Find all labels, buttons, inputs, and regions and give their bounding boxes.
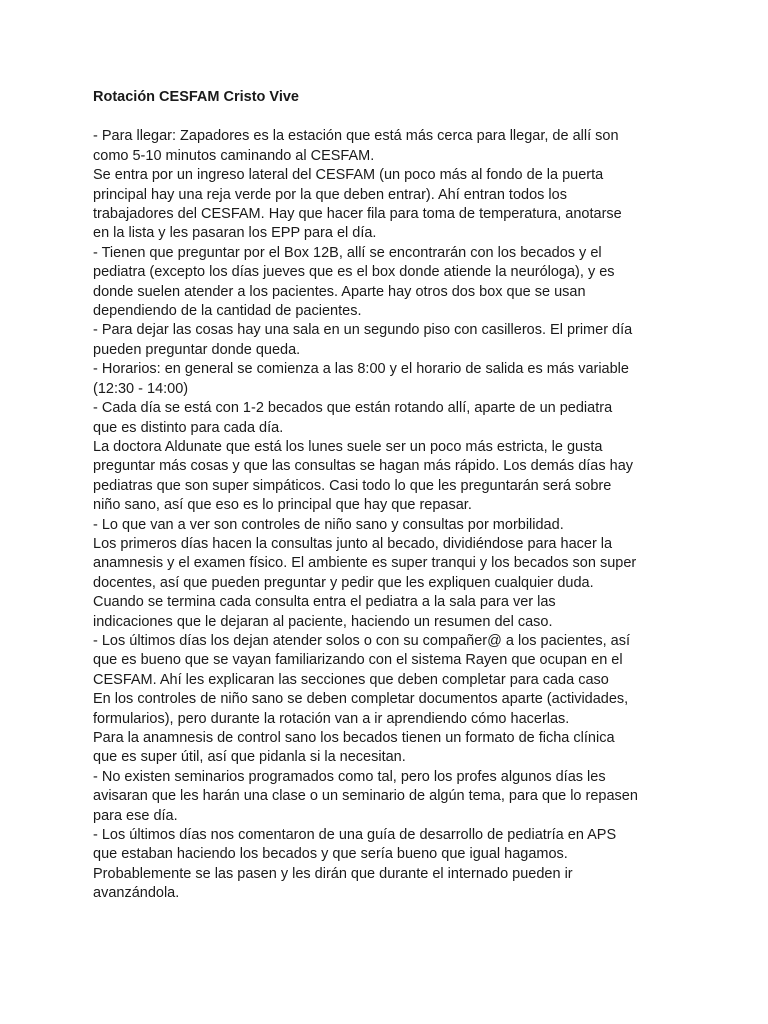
text-line: donde suelen atender a los pacientes. Aparte hay otros dos box que se usan [93,283,586,300]
text-line: - Los últimos días nos comentaron de una guía de desarrollo de pediatría en APS [93,827,617,844]
text-line: que estaban haciendo los becados y que sería bueno que igual hagamos. [93,846,568,863]
text-line: en la lista y les pasaran los EPP para el día. [93,225,377,242]
text-line: - Para llegar: Zapadores es la estación que está más cerca para llegar, de allí son [93,128,619,145]
text-line: - Lo que van a ver son controles de niño sano y consultas por morbilidad. [93,516,564,533]
text-line: anamnesis y el examen físico. El ambiente es super tranqui y los becados son super [93,555,637,572]
text-line: que es distinto para cada día. [93,419,284,436]
text-line: - Tienen que preguntar por el Box 12B, allí se encontrarán con los becados y el [93,244,602,261]
text-line: como 5-10 minutos caminando al CESFAM. [93,147,375,164]
text-line: Cuando se termina cada consulta entra el pediatra a la sala para ver las [93,594,556,611]
text-line: docentes, así que pueden preguntar y pedir que les expliquen cualquier duda. [93,574,594,591]
text-line: CESFAM. Ahí les explicaran las secciones que deben completar para cada caso [93,671,609,688]
text-line: - Para dejar las cosas hay una sala en un segundo piso con casilleros. El primer día [93,322,633,339]
text-line: avanzándola. [93,885,180,902]
text-line: que es super útil, así que pidanla si la necesitan. [93,749,406,766]
document-title: Rotación CESFAM Cristo Vive [93,89,299,105]
text-line: avisaran que les harán una clase o un seminario de algún tema, para que lo repasen [93,788,638,805]
text-line: pueden preguntar donde queda. [93,341,301,358]
text-line: para ese día. [93,807,178,824]
text-line: En los controles de niño sano se deben completar documentos aparte (actividades, [93,691,629,708]
text-line: dependiendo de la cantidad de pacientes. [93,303,362,320]
text-line: formularios), pero durante la rotación van a ir aprendiendo cómo hacerlas. [93,710,570,727]
text-line: pediatras que son super simpáticos. Casi todo lo que les preguntarán será sobre [93,477,612,494]
document-page [93,88,683,904]
text-line: - No existen seminarios programados como tal, pero los profes algunos días les [93,768,606,785]
text-line: - Los últimos días los dejan atender solos o con su compañer@ a los pacientes, así [93,632,631,649]
text-line: pediatra (excepto los días jueves que es el box donde atiende la neuróloga), y es [93,264,615,281]
text-line: Los primeros días hacen la consultas junto al becado, dividiéndose para hacer la [93,535,613,552]
text-line: niño sano, así que eso es lo principal que hay que repasar. [93,497,472,514]
text-line: principal hay una reja verde por la que deben entrar). Ahí entran todos los [93,186,567,203]
text-line: preguntar más cosas y que las consultas se hagan más rápido. Los demás días hay [93,458,634,475]
text-line: trabajadores del CESFAM. Hay que hacer fila para toma de temperatura, anotarse [93,206,622,223]
text-line: que es bueno que se vayan familiarizando con el sistema Rayen que ocupan en el [93,652,623,669]
text-line: - Cada día se está con 1-2 becados que están rotando allí, aparte de un pediatra [93,400,613,417]
text-line: Para la anamnesis de control sano los becados tienen un formato de ficha clínica [93,730,615,746]
text-line: indicaciones que le dejaran al paciente, haciendo un resumen del caso. [93,613,553,630]
text-line: (12:30 - 14:00) [93,380,189,397]
document-body [93,127,683,903]
text-line: Probablemente se las pasen y les dirán que durante el internado pueden ir [93,865,573,882]
text-line: - Horarios: en general se comienza a las 8:00 y el horario de salida es más variable [93,361,629,378]
text-line: Se entra por un ingreso lateral del CESFAM (un poco más al fondo de la puerta [93,167,604,184]
text-line: La doctora Aldunate que está los lunes suele ser un poco más estricta, le gusta [93,438,603,455]
